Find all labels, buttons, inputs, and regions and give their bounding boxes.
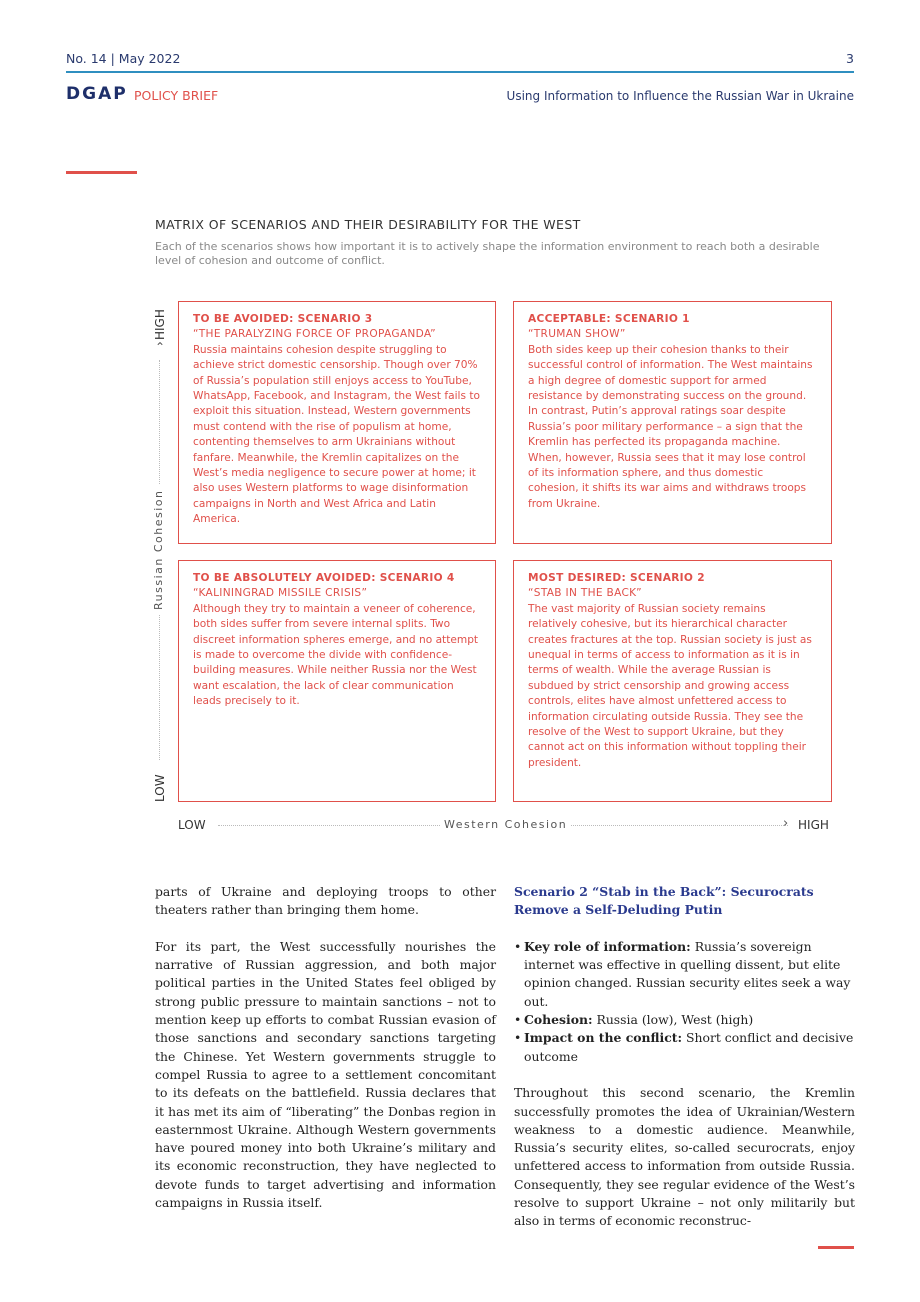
right-column <box>514 883 855 1249</box>
paragraph: Throughout this second scenario, the Kremlin successfully promotes the idea of Ukrainian/Western weakness to a domestic audience. Meanwhile, Russia’s security elites, so-called securocrats, enjoy unfettered access to information from outside Russia. Consequently, they see regular evidence of the West’s resolve to support Ukraine – not only militarily but also in terms of economic reconstruc- <box>514 1085 855 1229</box>
header-rule <box>66 71 854 73</box>
scenario-heading: MOST DESIRED: SCENARIO 2 <box>528 572 705 584</box>
document-subtitle: Using Information to Influence the Russian War in Ukraine <box>506 89 854 103</box>
scenario-quote: “TRUMAN SHOW” <box>528 328 626 341</box>
scenario-body: Although they try to maintain a veneer of coherence, both sides suffer from severe internal splits. Two discreet information spheres emerge, and no attempt is made to overcome the divide with confidence-building measures. While neither Russia nor the West want escalation, the lack of clear communication leads precisely to it. <box>193 602 479 708</box>
scenario-3-box <box>178 301 496 544</box>
bullet-item <box>514 1011 855 1029</box>
scenario-body: Both sides keep up their cohesion thanks to their successful control of information. The West maintains a high degree of domestic support for armed resistance by demonstrating success on the ground. In contrast, Putin’s approval ratings soar despite Russia’s poor military performance – a sign that the Kremlin has perfected its propaganda machine. When, however, Russia sees that it may lose control of its information sphere, and thus domestic cohesion, it shifts its war aims and withdraws troops from Ukraine. <box>528 343 813 510</box>
scenario-4-box <box>178 560 496 802</box>
scenario-heading: TO BE AVOIDED: SCENARIO 3 <box>193 313 373 325</box>
dgap-logo: DGAP <box>66 84 128 104</box>
x-axis-high-label: HIGH <box>798 818 829 832</box>
x-axis <box>178 816 838 834</box>
scenario-2-heading: Scenario 2 “Stab in the Back”: Securocrats Remove a Self-Deluding Putin <box>514 884 814 918</box>
bullet-item <box>514 1029 855 1066</box>
page-number: 3 <box>846 51 854 66</box>
scenario-body: The vast majority of Russian society remains relatively cohesive, but its hierarchical character creates fractures at the top. Russian society is just as unequal in terms of access to information as it is in terms of wealth. While the average Russian is subdued by strict censorship and growing access controls, elites have almost unfettered access to information circulating outside Russia. They see the resolve of the West to support Ukraine, but they cannot act on this information without toppling their president. <box>528 602 812 769</box>
policy-brief-label: POLICY BRIEF <box>134 88 219 103</box>
x-axis-low-label: LOW <box>178 818 206 832</box>
left-column <box>155 883 496 1231</box>
bullet-text: Russia (low), West (high) <box>592 1012 754 1028</box>
bullet-text: Short conflict and decisive outcome <box>524 1030 854 1064</box>
matrix-title: MATRIX OF SCENARIOS AND THEIR DESIRABILITY FOR THE WEST <box>155 217 581 232</box>
issue-label: No. 14 | May 2022 <box>66 51 181 66</box>
footer-accent-bar <box>818 1246 854 1249</box>
x-axis-arrow-icon: › <box>783 816 789 831</box>
x-axis-title: Western Cohesion <box>440 818 571 831</box>
paragraph: For its part, the West successfully nourishes the narrative of Russian aggression, and both major political parties in the United States feel obliged by strong public pressure to maintain sanctions – not to mention keep up efforts to combat Russian evasion of those sanctions and secondary sanctions targeting the Chinese. Yet Western governments struggle to compel Russia to agree to a settlement concomitant to its defeats on the battlefield. Russia declares that it has met its aim of “liberating” the Donbas region in easternmost Ukraine. Although Western governments have poured money into both Ukraine’s military and its economic reconstruction, they have neglected to devote funds to target advertising and information campaigns in Russia itself. <box>155 938 496 1211</box>
scenario-quote: “THE PARALYZING FORCE OF PROPAGANDA” <box>193 328 436 341</box>
section-accent-bar <box>66 171 137 174</box>
bullet-item <box>514 938 855 1011</box>
paragraph: parts of Ukraine and deploying troops to other theaters rather than bringing them home. <box>155 884 496 918</box>
matrix-subtitle: Each of the scenarios shows how important it is to actively shape the information environment to reach both a desirable level of cohesion and outcome of conflict. <box>155 240 820 267</box>
bullet-label: Cohesion: <box>524 1012 593 1028</box>
scenario-quote: “STAB IN THE BACK” <box>528 587 642 600</box>
scenario-heading: TO BE ABSOLUTELY AVOIDED: SCENARIO 4 <box>193 572 455 584</box>
scenario-1-box <box>513 301 832 544</box>
scenario-quote: “KALININGRAD MISSILE CRISIS” <box>193 587 368 600</box>
y-axis-title: Russian Cohesion <box>152 486 165 615</box>
y-axis-low-label: LOW <box>153 774 167 802</box>
bullet-text: Russia’s sovereign internet was effective in quelling dissent, but elite opinion changed. Russian security elites seek a way out. <box>524 938 851 1009</box>
y-axis-high-label: HIGH <box>153 309 167 340</box>
scenario-2-box <box>513 560 832 802</box>
y-axis-arrow-icon: ⌃ <box>155 340 166 354</box>
bullet-label: Key role of information: <box>524 938 691 954</box>
scenario-body: Russia maintains cohesion despite struggling to achieve strict domestic censorship. Though over 70% of Russia’s population still enjoys access to YouTube, WhatsApp, Facebook, and Instagram, the West fails to exploit this situation. Instead, Western governments must contend with the rise of populism at home, contenting themselves to arm Ukrainians without fanfare. Meanwhile, the Kremlin capitalizes on the West’s media negligence to secure power at home; it also uses Western platforms to wage disinformation campaigns in North and West Africa and Latin America. <box>193 343 481 526</box>
bullet-label: Impact on the conflict: <box>524 1030 683 1046</box>
scenario-heading: ACCEPTABLE: SCENARIO 1 <box>528 313 690 325</box>
